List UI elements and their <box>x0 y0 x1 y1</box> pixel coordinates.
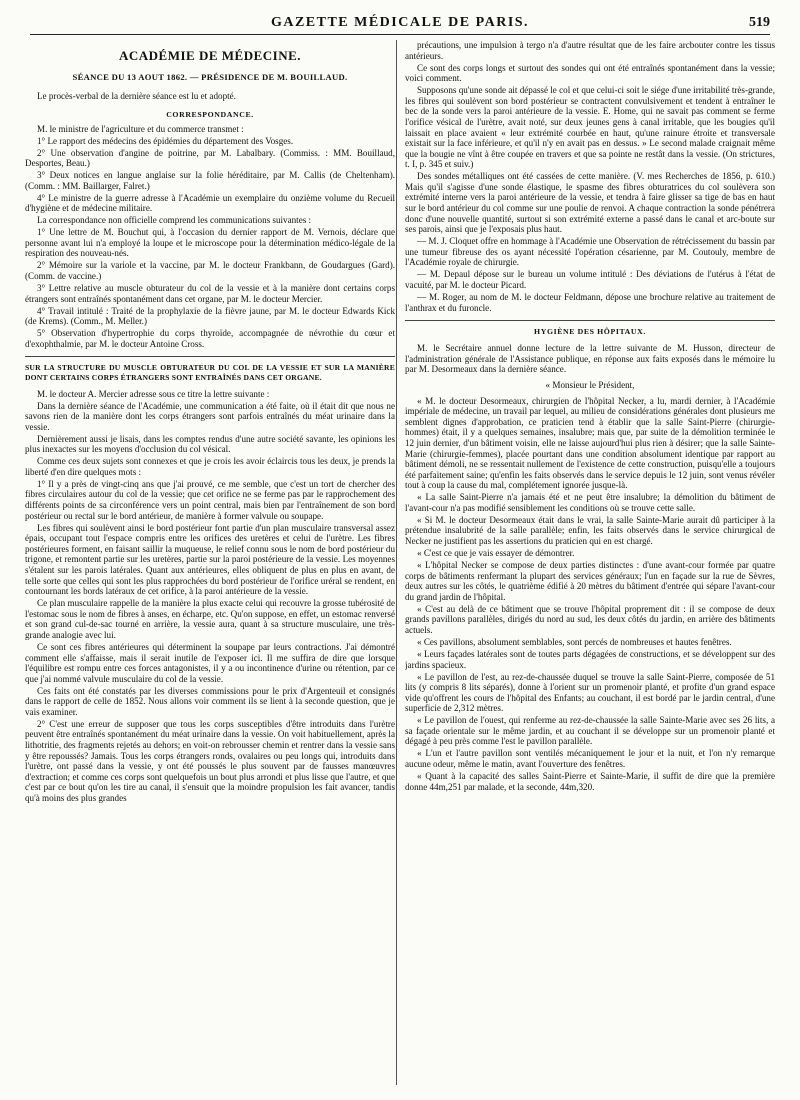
correspondance-paragraph: 1° Le rapport des médecins des épidémies du département des Vosges. <box>37 135 294 146</box>
page-number: 519 <box>749 15 770 30</box>
article-paragraph: M. le docteur A. Mercier adresse sous ce titre la lettre suivante : <box>37 388 270 399</box>
correspondance-heading: CORRESPONDANCE. <box>166 109 254 119</box>
correspondance-paragraph: 1° Une lettre de M. Bouchut qui, à l'occasion du dernier rapport de M. Vernois, déclare que personne avant lui n'a employé la loupe et le microscope pour la détermination médico-légale de la respiration des nouveau-nés. <box>25 227 395 259</box>
rule <box>25 356 395 357</box>
article-paragraph: Ce sont ces fibres antérieures qui déterminent la soupape par leurs contractions. J'ai démontré comment elle s'affaisse, mais il serait inutile de l'exposer ici. Il me suffira de dire que lorsque l'équilibre est rompu entre ces forces antagonistes, il y a ou incontinence d'urine ou rétention, par ce que j'ai nommé valvule musculaire du col de la vessie. <box>25 641 395 684</box>
article-paragraph: Ces faits ont été constatés par les diverses commissions pour le prix d'Argenteuil et consignés dans le rapport de celle de 1852. Nous allons voir comment ils se lient à la seconde question, que je vais examiner. <box>25 685 395 717</box>
page-header <box>30 12 770 35</box>
letter-paragraph: « Ces pavillons, absolument semblables, sont percés de nombreuses et hautes fenêtres. <box>417 636 732 647</box>
right-body-a <box>405 40 775 313</box>
article-paragraph: — M. Roger, au nom de M. le docteur Feldmann, dépose une brochure relative au traitement de l'anthrax et du furoncle. <box>405 292 775 313</box>
article-paragraph: Ce plan musculaire rappelle de la manière la plus exacte celui qui recouvre la grosse tubérosité de l'estomac sous le nom de fibres à anses, en écharpe, etc. Qu'on suppose, en effet, un estomac renversé et son grand cul-de-sac tourné en arrière, la vessie aura, quant à sa structure musculaire, une très-grande analogie avec lui. <box>25 598 395 640</box>
letter-paragraph: « C'est au delà de ce bâtiment que se trouve l'hôpital proprement dit : il se compose de deux grands pavillons parallèles, dirigés du nord au sud, les deux côtés du jardin, en arrière des bâtiments actuels. <box>405 603 775 635</box>
letter-paragraph: « C'est ce que je vais essayer de démontrer. <box>417 548 575 559</box>
letter-paragraph: « L'hôpital Necker se compose de deux parties distinctes : d'une avant-cour formée par quatre corps de bâtiments renfermant la plupart des services généraux; l'un en façade sur la rue de Sèvres, deux autres sur les côtés, le quatrième édifié à 20 mètres du bâtiment d'entrée qui sépare l'avant-cour du grand jardin de l'hôpital. <box>405 560 775 602</box>
article-paragraph: Ce sont des corps longs et surtout des sondes qui ont été entraînés spontanément dans la vessie; voici comment. <box>405 62 775 84</box>
article-paragraph: Des sondes métalliques ont été cassées de cette manière. (V. mes Recherches de 1856, p. 610.) Mais qu'il s'agisse d'une sonde élastique, le spasme des fibres obturatrices du col soulèvera son extrémité interne vers la paroi antérieure de la vessie, et tendra à faire glisser sa tige de bas en haut sur le bord antérieur du col comme sur une poulie de renvoi. A chaque contraction la sonde pénétrera donc d'une nouvelle quantité, surtout si son extrémité externe a passé dans le canal et arc-boute sur ses parois, ainsi que je l'exposais plus haut. <box>405 171 775 235</box>
letter-paragraph: « L'un et l'autre pavillon sont ventilés mécaniquement le jour et la nuit, et l'on n'y remarque aucune odeur, même le matin, avant l'ouverture des fenêtres. <box>405 748 775 770</box>
article-paragraph: Supposons qu'une sonde ait dépassé le col et que celui-ci soit le siége d'une irritabilité très-grande, les fibres qui soulèvent son bord postérieur se contractent convulsivement et tendent à entraîner le bec de la sonde vers la paroi antérieure de la vessie. E. Home, qui ne savait pas comment se ferme l'orifice vésical de l'urètre, avait noté, sur deux jeunes gens à canal irritable, que les bougies qu'il laissait en place avaient « leur extrémité courbée en haut, qu'une rainure étroite et transversale existait sur la face inférieure, et qu'il n'y en avait pas en dessus. » Le second malade craignait même que la bougie ne vînt à être coupée en travers et que sa pointe ne restât dans la vessie. (On strictures, t. I, p. 345 et suiv.) <box>405 85 775 170</box>
letter-paragraph: « M. le docteur Desormeaux, chirurgien de l'hôpital Necker, a lu, mardi dernier, à l'Académie impériale de médecine, un travail par lequel, au milieu de considérations générales dont plusieurs me semblent dignes d'approbation, ce praticien tend à établir que la salle Saint-Pierre (chirurgie-hommes) était, il y a quelques semaines, insalubre; mais que, par suite de la démolition terminée le 12 juin dernier, d'un bâtiment voisin, elle ne laisse aujourd'hui plus rien à désirer; que la salle Sainte-Marie (chirurgie-femmes), placée pourtant dans une condition absolument identique par rapport au bâtiment démoli, ne se ressentait nullement de l'existence de cette construction, puisqu'elle a toujours été parfaitement saine; qu'enfin les faits observés dans le service depuis le 12 juin, sont venus révéler tout à coup la cause du mal, complétement ignorée jusque-là. <box>405 395 775 491</box>
right-body-c <box>405 396 775 793</box>
article-paragraph: M. le Secrétaire annuel donne lecture de la lettre suivante de M. Husson, directeur de l'administration générale de l'Assistance publique, en réponse aux faits exposés dans le mémoire lu par M. Desormeaux dans la dernière séance. <box>405 343 775 375</box>
article-paragraph: précautions, une impulsion à tergo n'a d'autre résultat que de les faire arcbouter contre les tissus antérieurs. <box>405 40 775 61</box>
correspondance-paragraph: M. le ministre de l'agriculture et du commerce transmet : <box>37 123 244 134</box>
article-paragraph: Les fibres qui soulèvent ainsi le bord postérieur font partie d'un plan musculaire transversal assez épais, occupant tout l'espace compris entre les orifices des uretères et celui de l'urètre. Les fibres postérieures forment, en faisant saillir la muqueuse, le relief connu sous le nom de bord postérieur du trigone, et remontent partie sur les uretères, partie sur la paroi postérieure de la vessie. Les moyennes s'étalent sur les parois latérales. Quant aux antérieures, elles obliquent de plus en plus en avant, de telle sorte que celles qui sont les plus rapprochées du bord postérieur de l'orifice uréral se rendent, en contournant les bords latéraux de cet orifice, à la paroi antérieure de la vessie. <box>25 522 395 597</box>
article-paragraph: Dernièrement aussi je lisais, dans les comptes rendus d'une autre société savante, les opinions les plus inexactes sur les moyens d'occlusion du col vésical. <box>25 433 395 455</box>
right-column <box>405 40 775 1090</box>
correspondance-paragraph: 4° Le ministre de la guerre adresse à l'Académie un exemplaire du onzième volume du Recueil d'hygiène et de médecine militaire. <box>25 192 395 214</box>
letter-paragraph: « Si M. le docteur Desormeaux était dans le vrai, la salle Sainte-Marie aurait dû participer à la prétendue insalubrité de la salle parallèle; enfin, les faits observés dans le service chirurgical de Necker ne justifient pas les assertions du praticien qui en est chargé. <box>405 514 775 547</box>
correspondance-paragraph: 2° Une observation d'angine de poitrine, par M. Labalbary. (Commiss. : MM. Bouillaud, Desportes, Beau.) <box>25 147 395 169</box>
article-paragraph: — M. J. Cloquet offre en hommage à l'Académie une Observation de rétrécissement du bassin par une tumeur fibreuse des os ayant nécessité l'opération césarienne, par M. Coutouly, membre de l'Académie royale de chirurgie. <box>405 236 775 268</box>
session-line: SÉANCE DU 13 AOUT 1862. — PRÉSIDENCE DE M. BOUILLAUD. <box>72 72 348 82</box>
salutation: « Monsieur le Président, <box>545 379 635 390</box>
correspondance-paragraph: 3° Lettre relative au muscle obturateur du col de la vessie et à la manière dont certains corps étrangers sont entraînés spontanément dans cet organe, par M. le docteur Mercier. <box>25 283 395 304</box>
proces-verbal: Le procès-verbal de la dernière séance est lu et adopté. <box>37 91 236 101</box>
article-paragraph: 2° C'est une erreur de supposer que tous les corps susceptibles d'être introduits dans l'urètre peuvent être entraînés spontanément du méat urinaire dans la vessie. On voit habituellement, après la lithotritie, des fragments rejetés au dehors; en voit-on rebrousser chemin et rentrer dans la vessie sans y être repoussés? Jamais. Tous les corps étrangers ronds, ovalaires ou peu longs qui, introduits dans l'urètre, ont passé dans la vessie, y ont été poussés le plus souvent par de fausses manœuvres d'extraction; et comme ces corps sont quelquefois un bout plus arrondi et plus lisse que l'autre, et que c'est par ce bout qu'on les tire au canal, il s'ensuit que la moindre propulsion les fait avancer, tandis qu'à moins des plus grandes <box>25 718 395 804</box>
rule <box>405 320 775 321</box>
correspondance-paragraph: La correspondance non officielle comprend les communications suivantes : <box>37 215 312 226</box>
correspondance-paragraph: 4° Travail intitulé : Traité de la prophylaxie de la fièvre jaune, par M. le docteur Edwards Kick (de Krems). (Comm., M. Meller.) <box>25 305 395 327</box>
journal-title: GAZETTE MÉDICALE DE PARIS. <box>270 15 530 30</box>
structure-heading: SUR LA STRUCTURE DU MUSCLE OBTURATEUR DU COL DE LA VESSIE ET SUR LA MANIÈRE DONT CERTAINS CORPS ÉTRANGERS SONT ENTRAÎNÉS DANS CET ORGANE. <box>25 363 395 382</box>
correspondance-paragraph: 2° Mémoire sur la variole et la vaccine, par M. le docteur Frankbann, de Goudargues (Gard). (Comm. de vaccine.) <box>25 260 395 282</box>
correspondance-body <box>25 124 395 350</box>
letter-paragraph: « Le pavillon de l'est, au rez-de-chaussée duquel se trouve la salle Saint-Pierre, composée de 51 lits (y compris 8 lits séparés), donne à l'orient sur un promenoir planté, et profite d'un grand espace vide qu'offrent les cours de l'hôpital des Enfants; au couchant, il est bordé par le jardin central, d'une superficie de 2,312 mètres. <box>405 671 775 714</box>
section-heading: ACADÉMIE DE MÉDECINE. <box>118 48 302 63</box>
article-paragraph: Comme ces deux sujets sont connexes et que je crois les avoir éclaircis tous les deux, je prends la liberté d'en dire quelques mots : <box>25 456 395 477</box>
letter-paragraph: « Leurs façades latérales sont de toutes parts dégagées de constructions, et se développent sur des jardins spacieux. <box>405 648 775 670</box>
article-paragraph: — M. Depaul dépose sur le bureau un volume intitulé : Des déviations de l'utérus à l'état de vacuité, par M. le docteur Picard. <box>405 269 775 291</box>
column-divider <box>396 40 397 1085</box>
correspondance-paragraph: 5° Observation d'hypertrophie du corps thyroïde, accompagnée de névrothie du cœur et d'exophthalmie, par M. le docteur Antoine Cross. <box>25 328 395 349</box>
right-body-b <box>405 343 775 375</box>
letter-paragraph: « Quant à la capacité des salles Saint-Pierre et Sainte-Marie, il suffit de dire que la première donne 44m,251 par malade, et la seconde, 44m,320. <box>405 771 775 792</box>
letter-paragraph: « Le pavillon de l'ouest, qui renferme au rez-de-chaussée la salle Sainte-Marie avec ses 26 lits, a sa façade orientale sur le même jardin, et au couchant il se développe sur un promenoir planté et dégagé à peu près comme l'est le pavillon parallèle. <box>405 715 775 747</box>
article-paragraph: Dans la dernière séance de l'Académie, une communication a été faite, où il était dit que nous ne savons rien de la manière dont les corps étrangers sont parfois entraînés du méat urinaire dans la vessie. <box>25 400 395 432</box>
hygiene-heading: HYGIÈNE DES HÔPITAUX. <box>534 327 646 337</box>
left-column <box>25 40 395 1090</box>
structure-body <box>25 389 395 804</box>
correspondance-paragraph: 3° Deux notices en langue anglaise sur la folie héréditaire, par M. Callis (de Cheltenham). (Comm. : MM. Baillarger, Falret.) <box>25 170 395 191</box>
letter-paragraph: « La salle Saint-Pierre n'a jamais été et ne peut être insalubre; la démolition du bâtiment de l'avant-cour n'a pas modifié sensiblement les conditions où se trouve cette salle. <box>405 492 775 513</box>
article-paragraph: 1° Il y a près de vingt-cinq ans que j'ai prouvé, ce me semble, que c'est un tort de chercher des fibres circulaires autour du col de la vessie; que cet orifice ne se ferme pas par le rapprochement des différents points de sa circonférence vers un point central, mais bien par l'entraînement de son bord postérieur ou rectal sur le bord antérieur, de manière à former valvule ou soupape. <box>25 478 395 521</box>
